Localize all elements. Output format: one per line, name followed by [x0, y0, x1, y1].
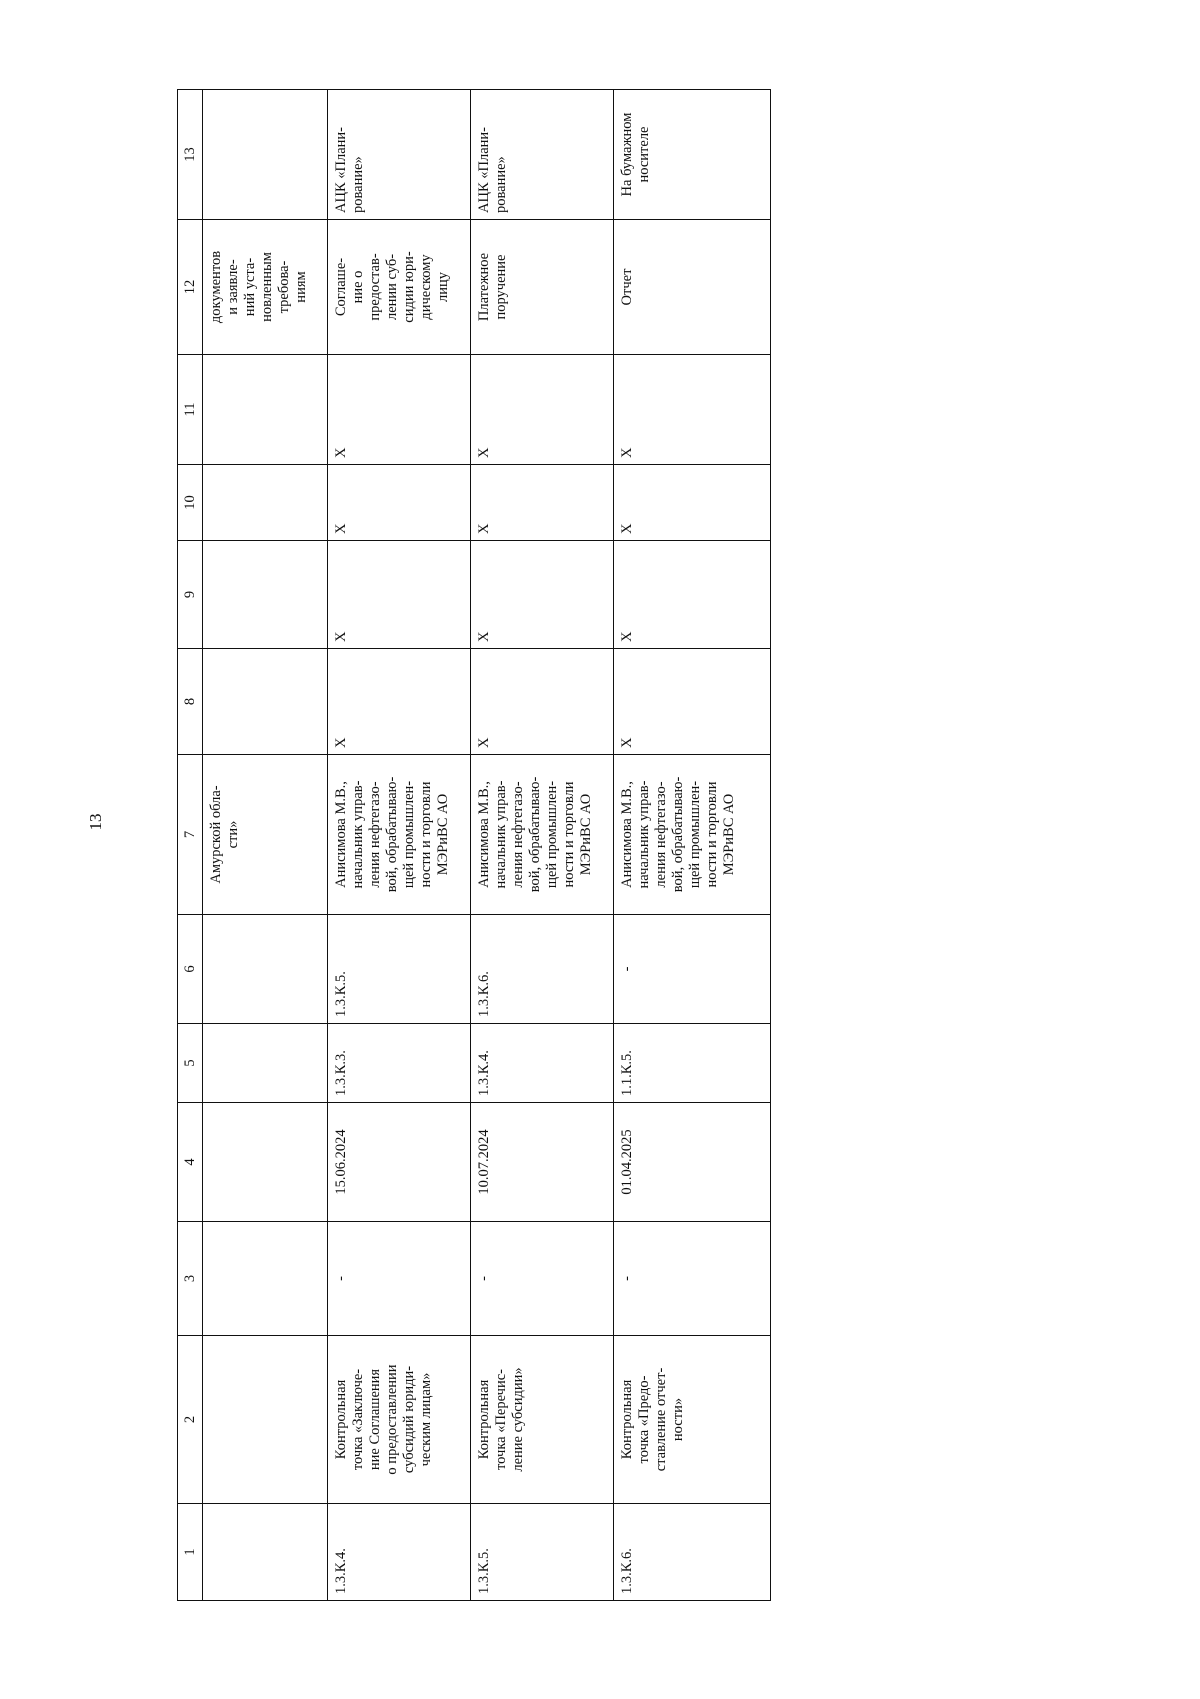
- cell-col10: X: [614, 465, 771, 541]
- cell-date: 15.06.2024: [328, 1103, 471, 1222]
- cell-code: 1.3.К.5.: [471, 1504, 614, 1601]
- cell-col9: [203, 541, 328, 649]
- cell-predecessor: 1.3.К.4.: [471, 1024, 614, 1103]
- header-col-3: 3: [178, 1222, 203, 1336]
- cell-date: 10.07.2024: [471, 1103, 614, 1222]
- cell-col3: [203, 1222, 328, 1336]
- cell-col8: X: [471, 649, 614, 755]
- cell-col9: X: [614, 541, 771, 649]
- cell-code: [203, 1504, 328, 1601]
- table-row: [328, 90, 471, 1601]
- cell-document: Отчет: [614, 220, 771, 355]
- cell-col8: X: [614, 649, 771, 755]
- header-col-13: 13: [178, 90, 203, 220]
- cell-responsible: Амурской обла- сти»: [203, 755, 328, 915]
- cell-document: Платежное поручение: [471, 220, 614, 355]
- header-col-4: 4: [178, 1103, 203, 1222]
- cell-col9: X: [328, 541, 471, 649]
- cell-col8: X: [328, 649, 471, 755]
- cell-col11: X: [328, 355, 471, 465]
- cell-col3: -: [328, 1222, 471, 1336]
- cell-code: 1.3.К.6.: [614, 1504, 771, 1601]
- cell-col11: X: [471, 355, 614, 465]
- cell-responsible: Анисимова М.В., начальник управ- ления нефтегазо- вой, обрабатываю- щей промышлен- ности и торговли МЭРиВС АО: [614, 755, 771, 915]
- cell-document: Соглаше- ние о предостав- лении суб- сидии юри- дическому лицу: [328, 220, 471, 355]
- cell-code: 1.3.К.4.: [328, 1504, 471, 1601]
- cell-col11: [203, 355, 328, 465]
- page-number: 13: [86, 813, 105, 831]
- table-wrapper: [177, 90, 771, 1601]
- header-col-1: 1: [178, 1504, 203, 1601]
- cell-predecessor: 1.1.К.5.: [614, 1024, 771, 1103]
- cell-name: Контрольная точка «Перечис- ление субсидии»: [471, 1336, 614, 1504]
- header-col-10: 10: [178, 465, 203, 541]
- cell-system: На бумажном носителе: [614, 90, 771, 220]
- cell-document: документов и заявле- ний уста- новленным требова- ниям: [203, 220, 328, 355]
- header-col-11: 11: [178, 355, 203, 465]
- header-col-7: 7: [178, 755, 203, 915]
- cell-col10: [203, 465, 328, 541]
- control-points-table: [177, 89, 771, 1601]
- cell-responsible: Анисимова М.В., начальник управ- ления нефтегазо- вой, обрабатываю- щей промышлен- ности и торговли МЭРиВС АО: [471, 755, 614, 915]
- cell-col8: [203, 649, 328, 755]
- cell-col9: X: [471, 541, 614, 649]
- cell-col11: X: [614, 355, 771, 465]
- cell-predecessor: [203, 1024, 328, 1103]
- cell-date: [203, 1103, 328, 1222]
- header-col-5: 5: [178, 1024, 203, 1103]
- cell-successor: 1.3.К.6.: [471, 915, 614, 1024]
- cell-system: АЦК «Плани- рование»: [328, 90, 471, 220]
- cell-system: [203, 90, 328, 220]
- header-col-8: 8: [178, 649, 203, 755]
- header-row: [178, 90, 203, 1601]
- cell-successor: 1.3.К.5.: [328, 915, 471, 1024]
- cell-name: Контрольная точка «Заключе- ние Соглашения о предоставлении субсидий юриди- ческим лицам»: [328, 1336, 471, 1504]
- cell-system: АЦК «Плани- рование»: [471, 90, 614, 220]
- table-row: [203, 90, 328, 1601]
- header-col-2: 2: [178, 1336, 203, 1504]
- table-row: [471, 90, 614, 1601]
- cell-name: [203, 1336, 328, 1504]
- cell-successor: -: [614, 915, 771, 1024]
- cell-date: 01.04.2025: [614, 1103, 771, 1222]
- header-col-9: 9: [178, 541, 203, 649]
- cell-col10: X: [471, 465, 614, 541]
- cell-col10: X: [328, 465, 471, 541]
- header-col-6: 6: [178, 915, 203, 1024]
- table-row: [614, 90, 771, 1601]
- cell-responsible: Анисимова М.В., начальник управ- ления нефтегазо- вой, обрабатываю- щей промышлен- ности и торговли МЭРиВС АО: [328, 755, 471, 915]
- cell-col3: -: [471, 1222, 614, 1336]
- cell-successor: [203, 915, 328, 1024]
- header-col-12: 12: [178, 220, 203, 355]
- cell-name: Контрольная точка «Предо- ставление отчет- ности»: [614, 1336, 771, 1504]
- cell-predecessor: 1.3.К.3.: [328, 1024, 471, 1103]
- cell-col3: -: [614, 1222, 771, 1336]
